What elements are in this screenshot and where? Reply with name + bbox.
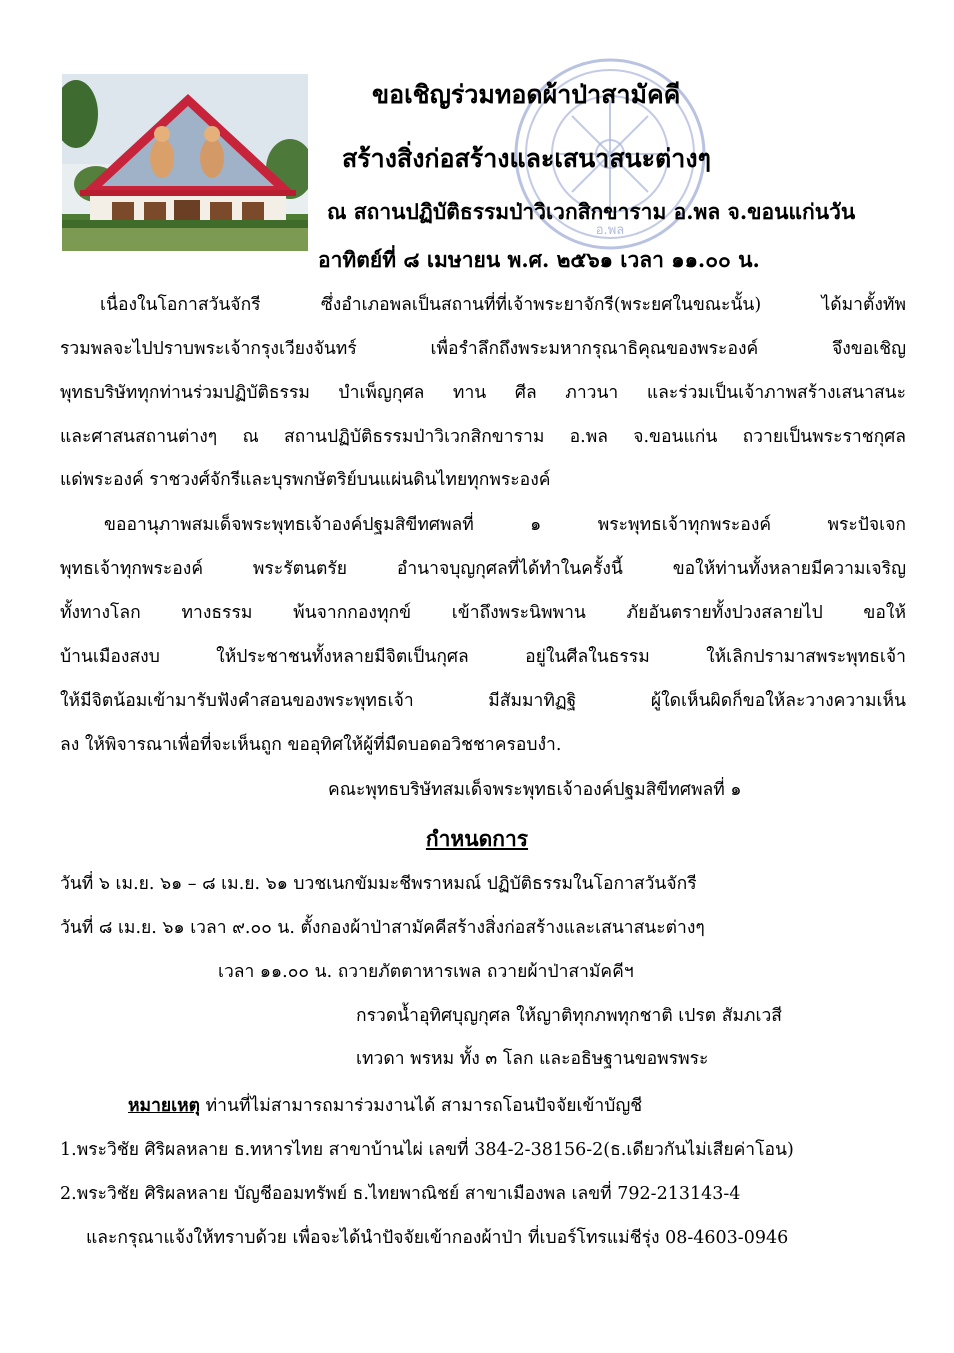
signature: คณะพุทธบริษัทสมเด็จพระพุทธเจ้าองค์ปฐมสิขีทศพลที่ ๑ bbox=[328, 780, 742, 800]
paragraph1-line: เนื่องในโอกาสวันจักรี ซึ่งอำเภอพลเป็นสถานที่ที่เจ้าพระยาจักรี(พระยศในขณะนั้น) ได้มาตั้งทัพ bbox=[100, 295, 906, 315]
bank-account-2: 2.พระวิชัย ศิริผลหลาย บัญชีออมทรัพย์ ธ.ไทยพาณิชย์ สาขาเมืองพล เลขที่ 792-213143-4 bbox=[60, 1184, 741, 1204]
heading-date: อาทิตย์ที่ ๘ เมษายน พ.ศ. ๒๕๖๑ เวลา ๑๑.๐๐ น. bbox=[318, 247, 760, 272]
note-text: ท่านที่ไม่สามารถมาร่วมงานได้ สามารถโอนปัจจัยเข้าบัญชี bbox=[205, 1096, 643, 1116]
paragraph2-line: พุทธเจ้าทุกพระองค์ พระรัตนตรัย อำนาจบุญกุศลที่ได้ทำในครั้งนี้ ขอให้ท่านทั้งหลายมีความเจริญ bbox=[60, 559, 906, 579]
paragraph2-line: บ้านเมืองสงบ ให้ประชาชนทั้งหลายมีจิตเป็นกุศล อยู่ในศีลในธรรม ให้เลิกปรามาสพระพุทธเจ้า bbox=[60, 647, 906, 667]
paragraph1-line: รวมพลจะไปปราบพระเจ้ากรุงเวียงจันทร์ เพื่อรำลึกถึงพระมหากรุณาธิคุณของพระองค์ จึงขอเชิญ bbox=[60, 339, 906, 359]
schedule-row: เทวดา พรหม ทั้ง ๓ โลก และอธิษฐานขอพรพระ bbox=[356, 1049, 709, 1069]
heading-location: ณ สถานปฏิบัติธรรมป่าวิเวกสิกขาราม อ.พล จ.ขอนแก่นวัน bbox=[327, 199, 856, 224]
temple-photo bbox=[62, 74, 308, 251]
heading-line-1: ขอเชิญร่วมทอดผ้าป่าสามัคคี bbox=[372, 80, 681, 109]
schedule-title: กำหนดการ bbox=[425, 826, 529, 851]
stamp-text: อ.พล bbox=[595, 223, 625, 238]
heading-line-2: สร้างสิ่งก่อสร้างและเสนาสนะต่างๆ bbox=[342, 144, 711, 173]
paragraph2-line: ให้มีจิตน้อมเข้ามารับฟังคำสอนของพระพุทธเจ้า มีสัมมาทิฏฐิ ผู้ใดเห็นผิดก็ขอให้ละวางความเห็น bbox=[60, 691, 906, 711]
paragraph2-line: ทั้งทางโลก ทางธรรม พ้นจากกองทุกข์ เข้าถึงพระนิพพาน ภัยอันตรายทั้งปวงสลายไป ขอให้ bbox=[60, 603, 906, 623]
note-line bbox=[128, 1094, 642, 1118]
contact-closing: และกรุณาแจ้งให้ทราบด้วย เพื่อจะได้นำปัจจัยเข้ากองผ้าป่า ที่เบอร์โทรแม่ชีรุ่ง 08-4603-0946 bbox=[86, 1228, 789, 1248]
note-label: หมายเหตุ bbox=[128, 1096, 201, 1116]
paragraph2-line: ขออานุภาพสมเด็จพระพุทธเจ้าองค์ปฐมสิขีทศพลที่ ๑ พระพุทธเจ้าทุกพระองค์ พระปัจเจก bbox=[104, 515, 906, 535]
schedule-row: เวลา ๑๑.๐๐ น. ถวายภัตตาหารเพล ถวายผ้าป่าสามัคคีฯ bbox=[218, 962, 634, 982]
paragraph1-line: พุทธบริษัททุกท่านร่วมปฏิบัติธรรม บำเพ็ญกุศล ทาน ศีล ภาวนา และร่วมเป็นเจ้าภาพสร้างเสนาสนะ bbox=[60, 383, 906, 403]
paragraph1-line: และศาสนสถานต่างๆ ณ สถานปฏิบัติธรรมป่าวิเวกสิกขาราม อ.พล จ.ขอนแก่น ถวายเป็นพระราชกุศล bbox=[60, 427, 906, 447]
schedule-row: กรวดน้ำอุทิศบุญกุศล ให้ญาติทุกภพทุกชาติ เปรต สัมภเวสี bbox=[356, 1006, 782, 1026]
schedule-row: วันที่ ๖ เม.ย. ๖๑ – ๘ เม.ย. ๖๑ บวชเนกขัมมะชีพราหมณ์ ปฏิบัติธรรมในโอกาสวันจักรี bbox=[60, 874, 697, 894]
paragraph2-line: ลง ให้พิจารณาเพื่อที่จะเห็นถูก ขออุทิศให้ผู้ที่มืดบอดอวิชชาครอบงำ. bbox=[60, 735, 562, 755]
paragraph1-line: แด่พระองค์ ราชวงศ์จักรีและบุรพกษัตริย์บนแผ่นดินไทยทุกพระองค์ bbox=[60, 470, 551, 490]
bank-account-1: 1.พระวิชัย ศิริผลหลาย ธ.ทหารไทย สาขาบ้านไผ่ เลขที่ 384-2-38156-2(ธ.เดียวกันไม่เสียค่าโอน) bbox=[60, 1140, 794, 1160]
schedule-row: วันที่ ๘ เม.ย. ๖๑ เวลา ๙.๐๐ น. ตั้งกองผ้าป่าสามัคคีสร้างสิ่งก่อสร้างและเสนาสนะต่างๆ bbox=[60, 918, 705, 938]
